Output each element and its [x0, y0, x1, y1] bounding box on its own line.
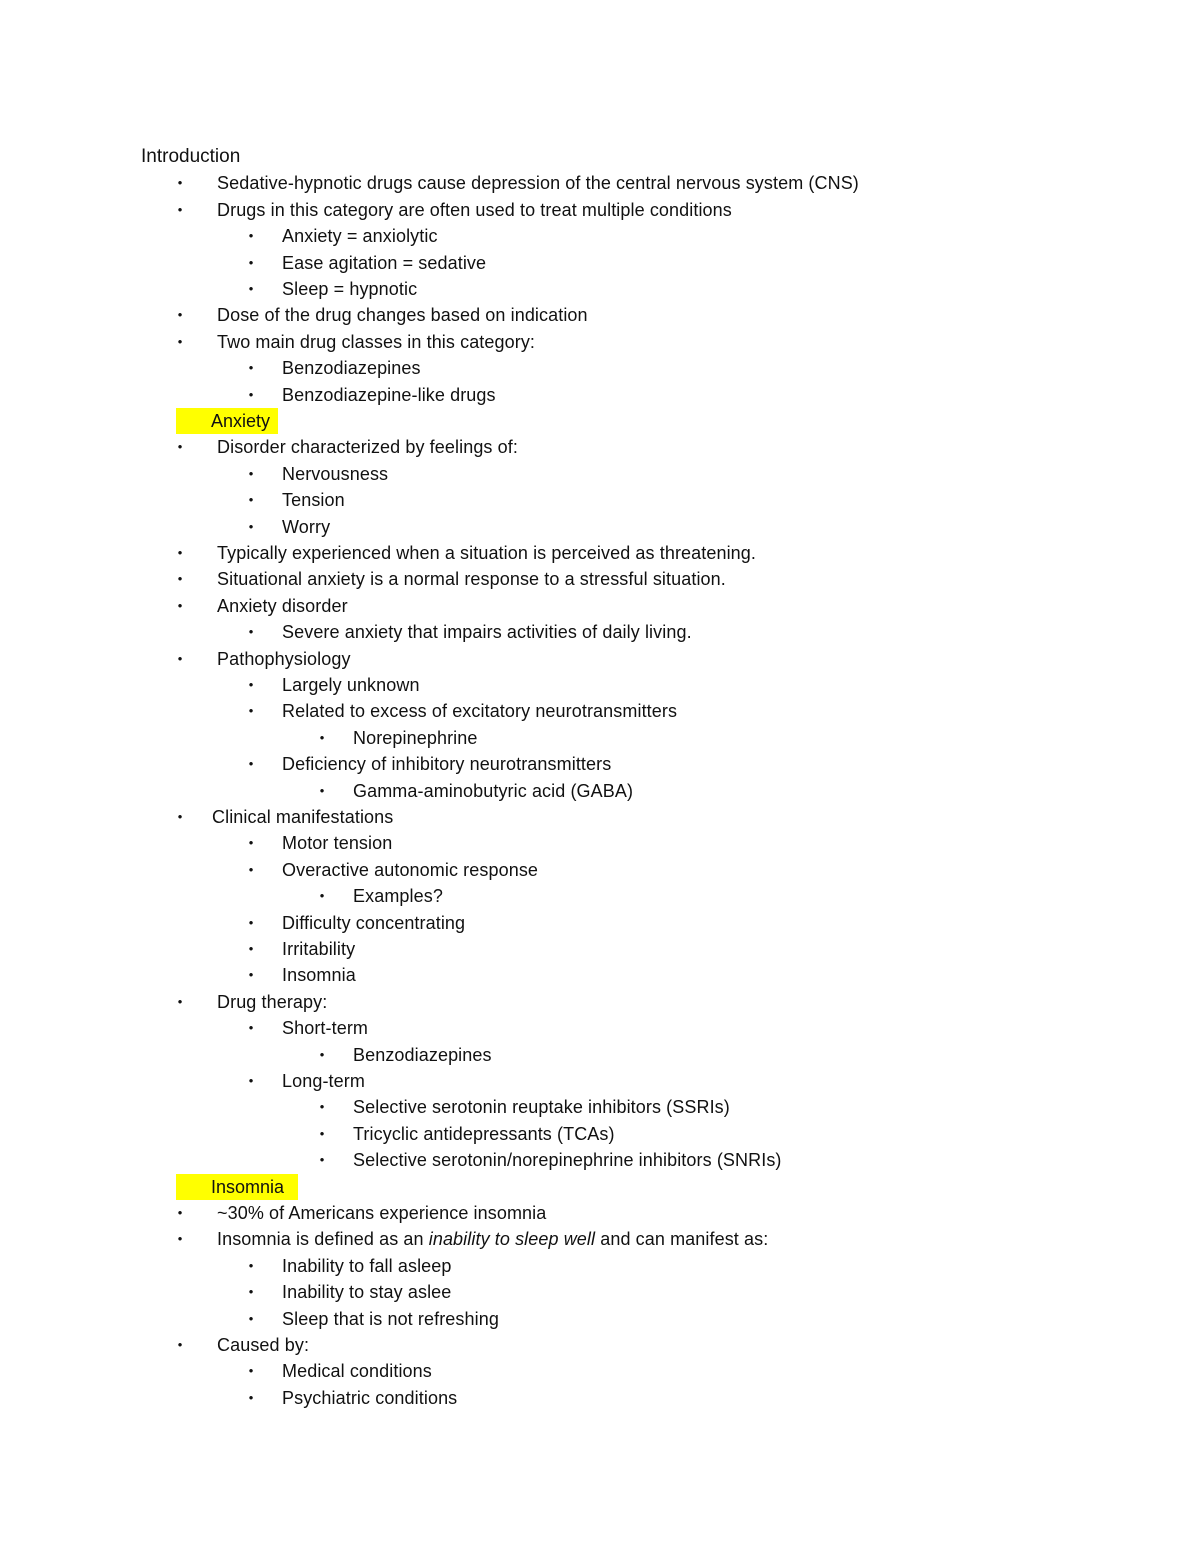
- bullet-icon: •: [177, 1231, 183, 1247]
- list-item-text: Typically experienced when a situation is perceived as threatening.: [217, 543, 757, 563]
- list-item-text: Caused by:: [217, 1335, 310, 1355]
- list-item-text: Irritability: [282, 939, 356, 959]
- bullet-icon: •: [248, 914, 254, 930]
- list-item-text: Nervousness: [282, 463, 389, 484]
- list-item-text: Inability to fall asleep: [282, 1255, 452, 1276]
- list-item-text: Drug therapy:: [217, 991, 328, 1012]
- list-item-text: Benzodiazepines: [282, 358, 421, 379]
- list-item-text: Anxiety disorder: [217, 595, 348, 616]
- list-item-text: Difficulty concentrating: [282, 912, 466, 933]
- list-item-text: Disorder characterized by feelings of:: [217, 437, 518, 458]
- bullet-icon: •: [248, 835, 254, 851]
- bullet-icon: •: [248, 677, 254, 692]
- bullet-icon: •: [248, 1310, 254, 1326]
- list-item-text: Inability to stay aslee: [282, 1282, 452, 1303]
- bullet-icon: •: [248, 228, 254, 244]
- bullet-icon: •: [177, 993, 183, 1009]
- bullet-icon: •: [248, 1284, 254, 1300]
- list-item-text: Two main drug classes in this category:: [217, 331, 536, 352]
- list-item-text: Selective serotonin reuptake inhibitors (SSRIs): [353, 1097, 730, 1118]
- bullet-icon: •: [319, 729, 325, 745]
- list-item-text: Pathophysiology: [217, 648, 351, 669]
- list-item-text: Benzodiazepines: [353, 1044, 492, 1065]
- list-item-text: Examples?: [353, 886, 443, 907]
- list-item-text: Sedative-hypnotic drugs cause depression of the central nervous system (CNS): [217, 173, 859, 194]
- bullet-icon: •: [248, 465, 254, 481]
- list-item-text: Drugs in this category are often used to treat multiple conditions: [217, 199, 732, 220]
- bullet-icon: •: [177, 439, 183, 455]
- list-item-text: Overactive autonomic response: [282, 859, 539, 880]
- bullet-icon: •: [177, 809, 183, 824]
- list-item-text: Gamma-aminobutyric acid (GABA): [353, 780, 634, 801]
- bullet-icon: •: [248, 1363, 254, 1379]
- bullet-icon: •: [248, 1389, 254, 1405]
- bullet-icon: •: [248, 360, 254, 376]
- list-item-text: Long-term: [282, 1071, 365, 1091]
- bullet-icon: •: [248, 1073, 254, 1088]
- section-heading: Insomnia: [211, 1176, 285, 1197]
- list-item-text: Ease agitation = sedative: [282, 252, 487, 273]
- bullet-icon: •: [248, 518, 254, 534]
- list-item-text: ~30% of Americans experience insomnia: [217, 1203, 547, 1223]
- bullet-icon: •: [248, 861, 254, 877]
- bullet-icon: •: [177, 1337, 183, 1352]
- list-item-text: Insomnia: [282, 965, 356, 986]
- section-heading: Anxiety: [211, 411, 271, 431]
- bullet-icon: •: [248, 1257, 254, 1273]
- list-item-text: Sleep = hypnotic: [282, 279, 418, 299]
- bullet-icon: •: [177, 175, 183, 191]
- bullet-icon: •: [177, 307, 183, 323]
- list-item-text: Tension: [282, 490, 345, 511]
- list-item-text: Situational anxiety is a normal response to a stressful situation.: [217, 569, 726, 590]
- text-segment-italic: inability to sleep well: [428, 1229, 596, 1250]
- bullet-icon: •: [248, 967, 254, 983]
- bullet-icon: •: [248, 941, 254, 956]
- bullet-icon: •: [319, 782, 325, 798]
- list-item-text: Short-term: [282, 1018, 369, 1039]
- list-item-text: Deficiency of inhibitory neurotransmitters: [282, 754, 612, 775]
- bullet-icon: •: [177, 201, 183, 217]
- bullet-icon: •: [248, 1020, 254, 1036]
- bullet-icon: •: [177, 1205, 183, 1220]
- list-item-text: Medical conditions: [282, 1361, 432, 1382]
- bullet-icon: •: [177, 571, 183, 587]
- bullet-icon: •: [248, 756, 254, 772]
- bullet-icon: •: [177, 597, 183, 613]
- list-item-text: Tricyclic antidepressants (TCAs): [353, 1123, 615, 1144]
- list-item-text: Anxiety = anxiolytic: [282, 226, 438, 247]
- bullet-icon: •: [319, 1099, 325, 1115]
- bullet-icon: •: [177, 545, 183, 560]
- text-segment: and can manifest as:: [595, 1229, 769, 1250]
- list-item-text: Selective serotonin/norepinephrine inhibitors (SNRIs): [353, 1150, 782, 1171]
- bullet-icon: •: [248, 281, 254, 296]
- list-item-text: Dose of the drug changes based on indication: [217, 305, 588, 326]
- text-segment: Insomnia is defined as an: [217, 1229, 429, 1250]
- bullet-icon: •: [319, 888, 325, 904]
- list-item-text: [217, 1226, 768, 1252]
- list-item-text: Benzodiazepine-like drugs: [282, 384, 496, 405]
- list-item-text: Largely unknown: [282, 675, 420, 695]
- bullet-icon: •: [248, 386, 254, 402]
- bullet-icon: •: [319, 1152, 325, 1168]
- list-item-text: Related to excess of excitatory neurotransmitters: [282, 701, 678, 722]
- list-item-text: Motor tension: [282, 833, 393, 854]
- list-item-text: Severe anxiety that impairs activities of daily living.: [282, 622, 692, 643]
- bullet-icon: •: [319, 1125, 325, 1141]
- section-heading: Introduction: [141, 146, 241, 167]
- bullet-icon: •: [248, 492, 254, 508]
- list-item-text: Worry: [282, 516, 331, 537]
- bullet-icon: •: [177, 650, 183, 666]
- bullet-icon: •: [248, 703, 254, 719]
- list-item-text: Sleep that is not refreshing: [282, 1308, 499, 1329]
- bullet-icon: •: [248, 624, 254, 640]
- bullet-icon: •: [177, 333, 183, 349]
- bullet-icon: •: [248, 254, 254, 270]
- list-item-text: Clinical manifestations: [212, 807, 394, 827]
- list-item-text: Norepinephrine: [353, 727, 478, 748]
- list-item-text: Psychiatric conditions: [282, 1387, 458, 1408]
- bullet-icon: •: [319, 1046, 325, 1062]
